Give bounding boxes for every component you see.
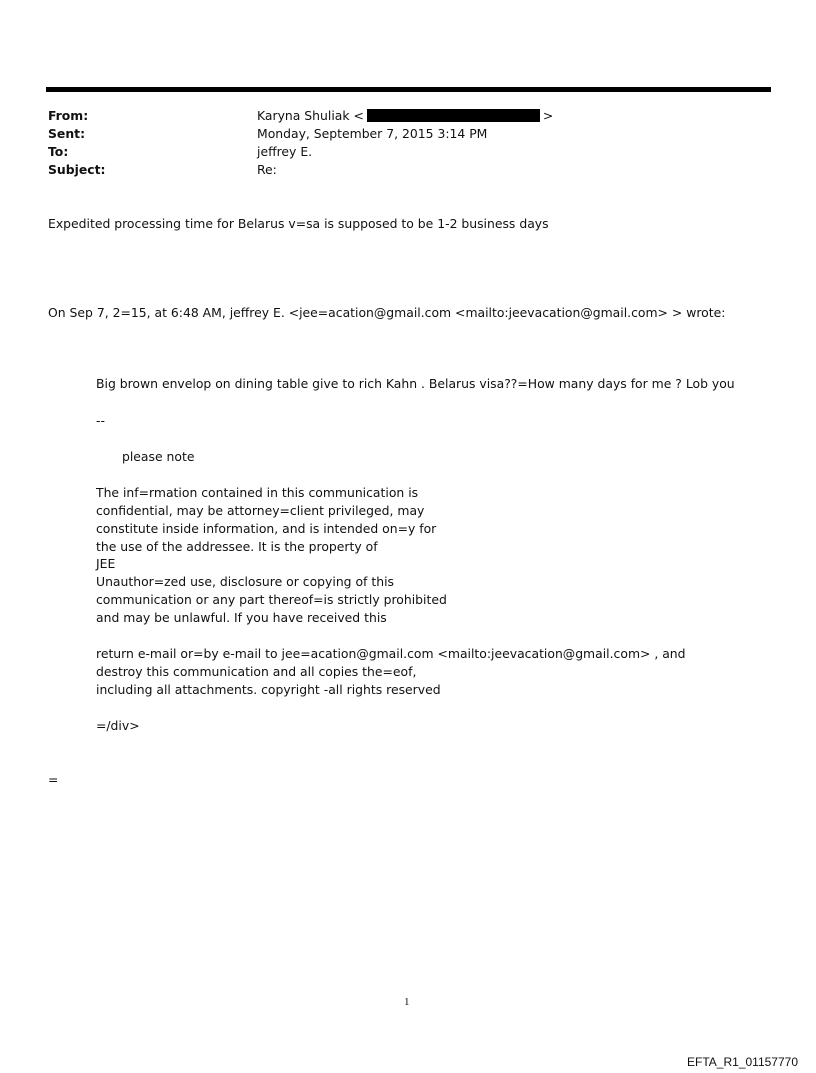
return-line: return e-mail or=by e-mail to jee=acation@gmail.com <mailto:jeevacation@gmail.com> , and (96, 646, 686, 661)
from-value (257, 107, 553, 125)
disclaimer-line: and may be unlawful. If you have received this (96, 610, 387, 625)
sent-label: Sent: (48, 126, 86, 141)
disclaimer-line: constitute inside information, and is intended on=y for (96, 521, 437, 536)
reply-text: Expedited processing time for Belarus v=sa is supposed to be 1-2 business days (48, 216, 549, 231)
to-label: To: (48, 144, 69, 159)
disclaimer-line: confidential, may be attorney=client privileged, may (96, 503, 425, 518)
subject-value: Re: (257, 162, 277, 177)
trailing-equals: = (48, 772, 59, 787)
to-value: jeffrey E. (257, 144, 313, 159)
sent-value: Monday, September 7, 2015 3:14 PM (257, 126, 488, 141)
subject-label: Subject: (48, 162, 106, 177)
disclaimer-line: communication or any part thereof=is strictly prohibited (96, 592, 447, 607)
top-rule (46, 87, 771, 92)
div-close-text: =/div> (96, 718, 140, 733)
disclaimer-line: JEE (96, 556, 116, 571)
please-note: please note (122, 449, 195, 464)
disclaimer-line: The inf=rmation contained in this communication is (96, 485, 419, 500)
quoted-message: Big brown envelop on dining table give to rich Kahn . Belarus visa??=How many days for me ? Lob you (96, 376, 735, 391)
from-name: Karyna Shuliak < (257, 108, 364, 123)
signature-dash: -- (96, 413, 105, 428)
from-label: From: (48, 108, 89, 123)
return-line: destroy this communication and all copies the=eof, (96, 664, 417, 679)
disclaimer-line: Unauthor=zed use, disclosure or copying of this (96, 574, 394, 589)
return-line: including all attachments. copyright -all rights reserved (96, 682, 441, 697)
from-close: > (542, 108, 554, 123)
disclaimer-line: the use of the addressee. It is the property of (96, 539, 378, 554)
redaction-box (367, 109, 540, 122)
document-id: EFTA_R1_01157770 (687, 1055, 798, 1069)
page-number: 1 (404, 996, 410, 1008)
quote-intro: On Sep 7, 2=15, at 6:48 AM, jeffrey E. <jee=acation@gmail.com <mailto:jeevacation@gmail.com> > wrote: (48, 305, 726, 320)
